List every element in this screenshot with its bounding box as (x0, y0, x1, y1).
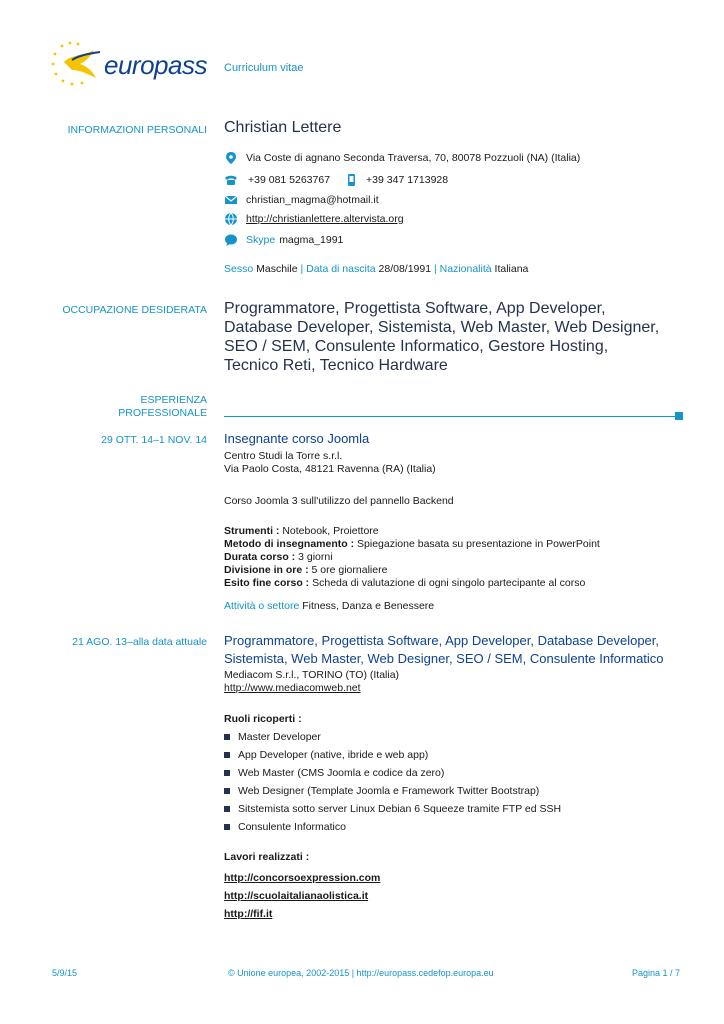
section-label-personal: INFORMAZIONI PERSONALI (67, 124, 207, 136)
experience-label-line2: PROFESSIONALE (118, 407, 207, 419)
logo-wordmark: europass (104, 50, 207, 80)
mobile-number[interactable]: +39 347 1713928 (366, 173, 449, 186)
bullet-square-icon (224, 824, 230, 830)
section-divider-marker (675, 412, 683, 420)
roles-label (224, 713, 302, 726)
job1-detail-tools (224, 525, 600, 538)
birth-value: 28/08/1991 (378, 263, 432, 275)
job1-date: 29 OTT. 14–1 NOV. 14 (101, 434, 207, 446)
job1-detail-method (224, 538, 600, 551)
job1-employer-name: Centro Studi la Torre s.r.l. (224, 450, 343, 462)
sector-value: Fitness, Danza e Benessere (302, 600, 435, 612)
nationality-value: Italiana (494, 263, 529, 275)
section-label-experience (7, 394, 207, 420)
skype-row (224, 233, 343, 247)
job1-sector (224, 600, 434, 613)
birth-label: Data di nascita (306, 263, 376, 275)
email-address[interactable]: christian_magma@hotmail.it (246, 193, 379, 206)
list-item: Master Developer (224, 728, 561, 746)
works-label-text: Lavori realizzati : (224, 851, 310, 863)
job1-details (224, 525, 600, 590)
list-item: Sitstemista sotto server Linux Debian 6 Squeeze tramite FTP ed SSH (224, 800, 561, 818)
email-icon (224, 193, 238, 207)
job2-employer-name: Mediacom S.r.l., TORINO (TO) (Italia) (224, 669, 400, 681)
job1-detail-outcome (224, 577, 600, 590)
europass-logo (50, 40, 210, 90)
separator: | (300, 263, 304, 275)
sex-label: Sesso (224, 263, 254, 275)
division-value: 5 ore giornaliere (311, 564, 388, 576)
document-title: Curriculum vitae (224, 62, 304, 74)
phone-icon (224, 173, 238, 187)
footer-copyright[interactable]: © Unione europea, 2002-2015 | http://europass.cedefop.europa.eu (228, 968, 494, 978)
bullet-square-icon (224, 788, 230, 794)
job1-detail-duration (224, 551, 600, 564)
job1-description: Corso Joomla 3 sull'utilizzo del pannello Backend (224, 495, 454, 507)
outcome-value: Scheda di valutazione di ogni singolo partecipante al corso (312, 577, 586, 589)
section-divider (224, 416, 676, 417)
tools-value: Notebook, Proiettore (282, 525, 379, 537)
phone-row (224, 173, 448, 187)
job2-title: Programmatore, Progettista Software, App Developer, Database Developer, Sistemista, Web Master, Web Designer, SEO / SEM, Consulente Informatico (224, 633, 664, 666)
person-name: Christian Lettere (224, 119, 342, 136)
list-item: Web Designer (Template Joomla e Framework Twitter Bootstrap) (224, 782, 561, 800)
experience-label-line1: ESPERIENZA (140, 394, 207, 406)
bullet-square-icon (224, 734, 230, 740)
sex-value: Maschile (256, 263, 298, 275)
list-item: Web Master (CMS Joomla e codice da zero) (224, 764, 561, 782)
work-link[interactable]: http://fif.it (224, 908, 273, 920)
roles-label-text: Ruoli ricoperti : (224, 713, 302, 725)
division-label: Divisione in ore : (224, 564, 309, 576)
duration-label: Durata corso : (224, 551, 296, 563)
separator: | (434, 263, 437, 275)
address-row (224, 151, 580, 165)
website-row (224, 212, 404, 226)
location-pin-icon (224, 151, 238, 165)
job2-date: 21 AGO. 13–alla data attuale (72, 636, 207, 648)
skype-handle[interactable]: magma_1991 (279, 233, 344, 246)
chat-bubble-icon (224, 233, 238, 247)
mobile-phone-icon (344, 173, 358, 187)
works-label (224, 851, 309, 864)
bullet-square-icon (224, 806, 230, 812)
footer-page-number: Pagina 1 / 7 (631, 968, 680, 978)
roles-list (224, 728, 561, 836)
website-link[interactable]: http://christianlettere.altervista.org (246, 212, 404, 225)
work-link[interactable]: http://concorsoexpression.com (224, 872, 381, 884)
address-text: Via Coste di agnano Seconda Traversa, 70, 80078 Pozzuoli (NA) (Italia) (246, 151, 581, 164)
job1-title: Insegnante corso Joomla (224, 431, 370, 446)
works-list (224, 869, 380, 923)
bullet-square-icon (224, 770, 230, 776)
list-item: App Developer (native, ibride e web app) (224, 746, 561, 764)
job1-detail-division (224, 564, 600, 577)
work-link[interactable]: http://scuolaitalianaolistica.it (224, 890, 369, 902)
duration-value: 3 giorni (298, 551, 333, 563)
method-value: Spiegazione basata su presentazione in PowerPoint (357, 538, 600, 550)
list-item: Consulente Informatico (224, 818, 561, 836)
personal-details-row (224, 263, 528, 276)
email-row (224, 193, 379, 207)
occupation-text: Programmatore, Progettista Software, App Developer, Database Developer, Sistemista, Web Master, Web Designer, SEO / SEM, Consulente Informatico, Gestore Hosting, Tecnico Reti, Tecnico Hardware (224, 300, 660, 374)
job1-employer-address: Via Paolo Costa, 48121 Ravenna (RA) (Italia) (224, 463, 436, 475)
outcome-label: Esito fine corso : (224, 577, 310, 589)
skype-label: Skype (246, 233, 276, 246)
nationality-label: Nazionalità (439, 263, 492, 275)
footer-date: 5/9/15 (52, 968, 78, 978)
method-label: Metodo di insegnamento : (224, 538, 355, 550)
bullet-square-icon (224, 752, 230, 758)
job2-employer-link[interactable]: http://www.mediacomweb.net (224, 682, 361, 694)
phone-number[interactable]: +39 081 5263767 (248, 173, 331, 186)
job2-employer (224, 669, 399, 695)
sector-label: Attività o settore (224, 600, 300, 612)
tools-label: Strumenti : (224, 525, 280, 537)
job1-employer (224, 450, 436, 476)
section-label-occupation: OCCUPAZIONE DESIDERATA (62, 304, 207, 316)
website-globe-icon (224, 212, 238, 226)
